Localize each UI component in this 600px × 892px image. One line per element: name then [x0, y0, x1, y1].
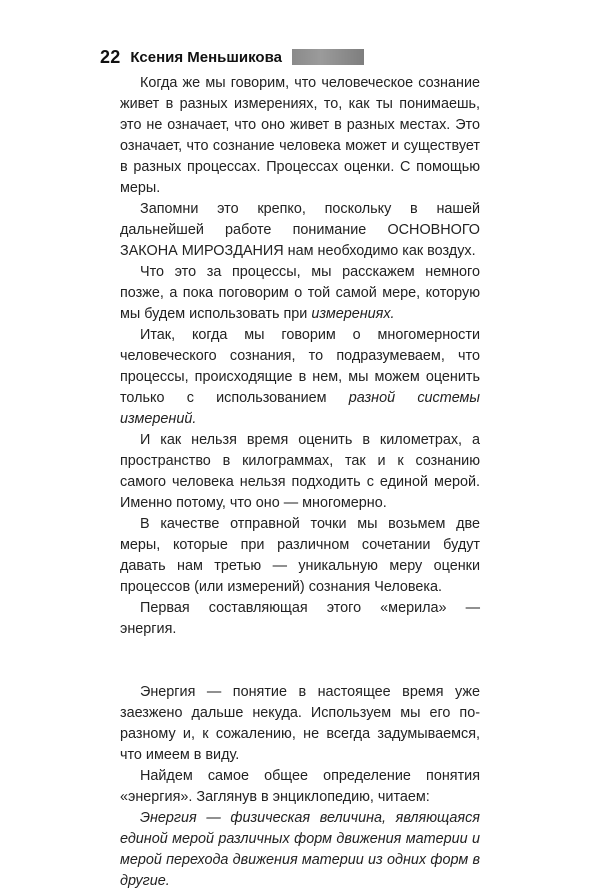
paragraph-7: Первая составляющая этого «мерила» — энергия.	[120, 600, 480, 637]
definition-quote: Энергия — физическая величина, являющаяся единой мерой различных форм движения материи и мерой перехода движения материи из одних форм в другие.	[120, 810, 480, 889]
paragraph-1: Когда же мы говорим, что человеческое сознание живет в разных измерениях, то, как ты понимаешь, это не означает, что оно живет в разных местах. Это означает, что сознание человека может и существует в разных процессах. Процессах оценки. С помощью меры.	[120, 75, 480, 196]
header-decoration-bar	[292, 49, 364, 65]
running-header	[100, 45, 500, 69]
page-number: 22	[100, 46, 121, 67]
section-gap	[120, 640, 480, 682]
paragraph-3-emphasis: измерениях.	[311, 306, 395, 322]
paragraph-4-emphasis: разной системы измерений.	[120, 390, 480, 427]
paragraph-2: Запомни это крепко, поскольку в нашей дальнейшей работе понимание ОСНОВНОГО ЗАКОНА МИРОЗДАНИЯ нам необходимо как воздух.	[120, 201, 480, 259]
paragraph-4-text: Итак, когда мы говорим о многомерности человеческого сознания, то подразумеваем, что процессы, происходящие в нем, мы можем оценить только с использованием	[120, 327, 480, 406]
running-title: Ксения Меньшикова	[130, 48, 282, 66]
paragraph-9: Найдем самое общее определение понятия «энергия». Заглянув в энциклопедию, читаем:	[120, 768, 480, 805]
body-text	[120, 73, 480, 892]
paragraph-3	[120, 262, 480, 325]
paragraph-5: И как нельзя время оценить в километрах, а пространство в килограммах, так и к сознанию самого человека нельзя подходить с единой мерой. Именно потому, что оно — многомерно.	[120, 432, 480, 511]
paragraph-3-text: Что это за процессы, мы расскажем немного позже, а пока поговорим о той самой мере, которую мы будем использовать при	[120, 264, 480, 322]
paragraph-4	[120, 325, 480, 430]
paragraph-6: В качестве отправной точки мы возьмем две меры, которые при различном сочетании будут давать нам третью — уникальную меру оценки процессов (или измерений) сознания Человека.	[120, 516, 480, 595]
paragraph-8: Энергия — понятие в настоящее время уже заезжено дальше некуда. Используем мы его по-разному и, к сожалению, не всегда задумываемся, что имеем в виду.	[120, 684, 480, 763]
